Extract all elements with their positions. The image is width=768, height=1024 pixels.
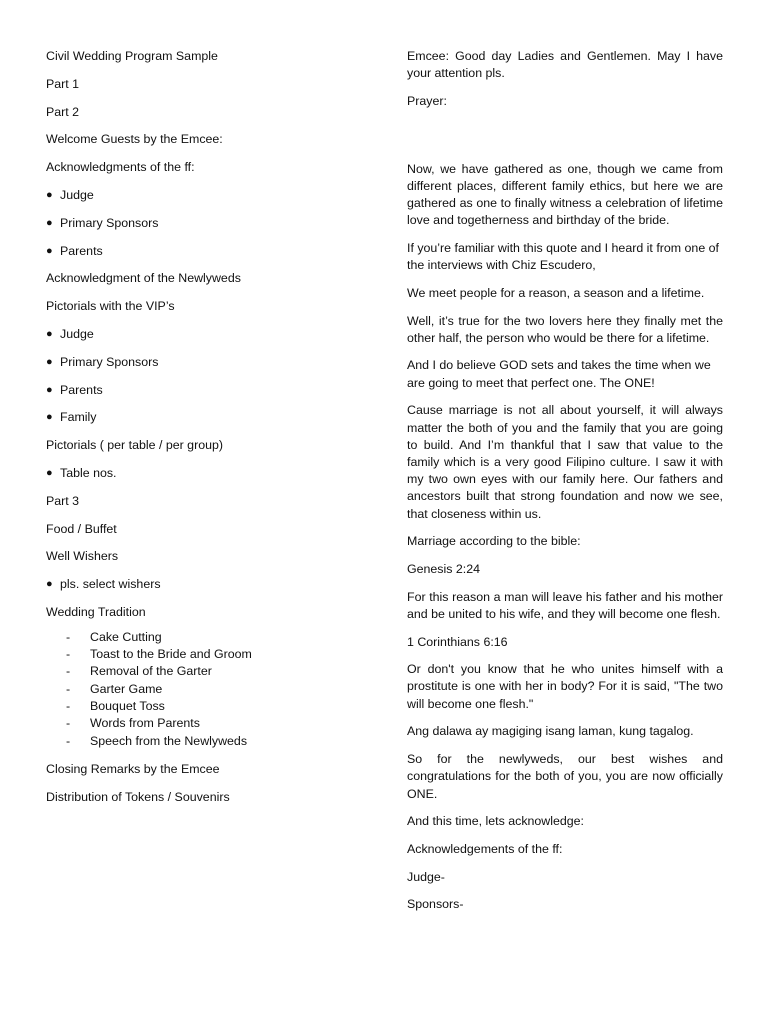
program-outline-column bbox=[46, 48, 346, 816]
marriage-paragraph: Cause marriage is not all about yourself, it will always matter the both of you and the family that you are going to build. And I’m thankful that I saw that value to the family which is a very good Filipino culture. I saw it with my two own eyes with our family here. Our fathers and ancestors built that strong foundation and now we see, that closeness within us. bbox=[407, 403, 723, 521]
genesis-verse: For this reason a man will leave his father and his mother and be united to his wife, and they will become one flesh. bbox=[407, 589, 723, 621]
acknowledgments-heading: Acknowledgments of the ff: bbox=[46, 160, 195, 175]
pictorials-table-heading: Pictorials ( per table / per group) bbox=[46, 438, 223, 453]
pictorials-vip-heading: Pictorials with the VIP’s bbox=[46, 299, 175, 314]
bullet-icon: ● bbox=[46, 327, 53, 340]
corinthians-reference: 1 Corinthians 6:16 bbox=[407, 634, 508, 649]
bible-heading: Marriage according to the bible: bbox=[407, 534, 581, 549]
lovers-paragraph: Well, it’s true for the two lovers here they finally met the other half, the person who would be there for a lifetime. bbox=[407, 313, 723, 345]
acknowledgment-newlyweds-item: Acknowledgment of the Newlyweds bbox=[46, 271, 241, 286]
distribution-item: Distribution of Tokens / Souvenirs bbox=[46, 789, 230, 804]
list-item: ● Family bbox=[46, 410, 97, 425]
sponsors-line: Sponsors- bbox=[407, 897, 464, 912]
bullet-icon: ● bbox=[46, 411, 53, 424]
list-item: - Cake Cutting bbox=[66, 629, 162, 644]
acknowledge-intro: And this time, lets acknowledge: bbox=[407, 814, 585, 829]
list-item: - Speech from the Newlyweds bbox=[66, 733, 248, 748]
part-1-heading: Part 1 bbox=[46, 76, 80, 91]
bullet-icon: ● bbox=[46, 216, 53, 229]
bullet-icon: ● bbox=[46, 578, 53, 591]
closing-remarks-item: Closing Remarks by the Emcee bbox=[46, 761, 220, 776]
gathered-paragraph: Now, we have gathered as one, though we came from different places, different family ethics, but here we are gathered as one to finally witness a celebration of lifetime love and togetherness and birthday of the bride. bbox=[407, 161, 723, 228]
welcome-guests-item: Welcome Guests by the Emcee: bbox=[46, 132, 223, 147]
tagalog-line: Ang dalawa ay magiging isang laman, kung tagalog. bbox=[407, 724, 694, 739]
acknowledgements-heading: Acknowledgements of the ff: bbox=[407, 841, 563, 856]
bullet-icon: ● bbox=[46, 466, 53, 479]
food-buffet-item: Food / Buffet bbox=[46, 521, 117, 536]
prayer-label: Prayer: bbox=[407, 93, 447, 108]
genesis-reference: Genesis 2:24 bbox=[407, 561, 481, 576]
list-item: ● Judge bbox=[46, 326, 94, 341]
list-item: ● Judge bbox=[46, 187, 94, 202]
list-item: ● pls. select wishers bbox=[46, 577, 161, 592]
judge-line: Judge- bbox=[407, 869, 445, 884]
list-item: ● Parents bbox=[46, 382, 103, 397]
list-item: - Words from Parents bbox=[66, 716, 200, 731]
list-item: ● Parents bbox=[46, 243, 103, 258]
program-title: Civil Wedding Program Sample bbox=[46, 49, 218, 63]
well-wishers-heading: Well Wishers bbox=[46, 549, 119, 564]
corinthians-verse: Or don't you know that he who unites himself with a prostitute is one with her in body? For it is said, "The two will become one flesh." bbox=[407, 662, 723, 711]
bullet-icon: ● bbox=[46, 383, 53, 396]
list-item: - Removal of the Garter bbox=[66, 664, 212, 679]
list-item: ● Table nos. bbox=[46, 465, 117, 480]
emcee-greeting-paragraph: Emcee: Good day Ladies and Gentlemen. May I have your attention pls. bbox=[407, 49, 723, 81]
god-paragraph: And I do believe GOD sets and takes the time when we are going to meet that perfect one. The ONE! bbox=[407, 358, 711, 390]
list-item: ● Primary Sponsors bbox=[46, 215, 159, 230]
list-item: - Bouquet Toss bbox=[66, 698, 165, 713]
wedding-tradition-heading: Wedding Tradition bbox=[46, 604, 146, 619]
list-item: ● Primary Sponsors bbox=[46, 354, 159, 369]
bullet-icon: ● bbox=[46, 188, 53, 201]
emcee-script-column bbox=[407, 48, 723, 924]
part-3-heading: Part 3 bbox=[46, 493, 80, 508]
best-wishes-paragraph: So for the newlyweds, our best wishes and congratulations for the both of you, you are now officially ONE. bbox=[407, 752, 723, 801]
quote-paragraph: We meet people for a reason, a season and a lifetime. bbox=[407, 285, 705, 300]
quote-intro-paragraph: If you’re familiar with this quote and I heard it from one of the interviews with Chiz Escudero, bbox=[407, 240, 719, 273]
tradition-list bbox=[46, 629, 346, 750]
list-item: - Toast to the Bride and Groom bbox=[66, 647, 252, 662]
bullet-icon: ● bbox=[46, 244, 53, 257]
bullet-icon: ● bbox=[46, 355, 53, 368]
list-item: - Garter Game bbox=[66, 681, 163, 696]
part-2-heading: Part 2 bbox=[46, 104, 80, 119]
